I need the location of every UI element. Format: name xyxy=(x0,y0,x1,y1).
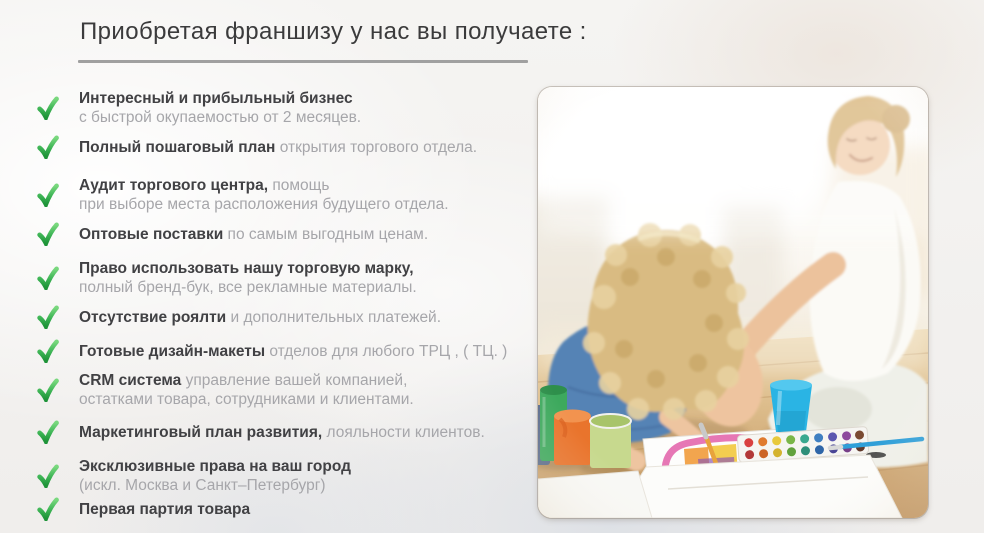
benefit-item xyxy=(37,371,527,409)
benefit-text: Эксклюзивные права на ваш город (искл. Москва и Санкт–Петербург) xyxy=(79,458,351,494)
benefit-item xyxy=(37,176,527,214)
benefit-text: Оптовые поставки по самым выгодным ценам. xyxy=(79,225,429,243)
benefit-item xyxy=(37,259,527,297)
check-icon xyxy=(37,497,59,521)
benefit-text: Первая партия товара xyxy=(79,500,251,518)
check-icon xyxy=(37,339,59,363)
check-icon xyxy=(37,464,59,488)
benefit-item xyxy=(37,420,527,444)
benefit-text: Готовые дизайн-макеты отделов для любого ТРЦ , ( ТЦ. ) xyxy=(79,342,508,360)
check-icon xyxy=(37,420,59,444)
benefit-text: CRM система управление вашей компанией, остатками товара, сотрудниками и клиентами. xyxy=(79,372,414,408)
page-title: Приобретая франшизу у нас вы получаете : xyxy=(80,18,587,45)
check-icon xyxy=(37,135,59,159)
check-icon xyxy=(37,266,59,290)
benefit-item xyxy=(37,457,527,495)
check-icon xyxy=(37,305,59,329)
check-icon xyxy=(37,222,59,246)
check-icon xyxy=(37,96,59,120)
benefit-text: Интересный и прибыльный бизнес с быстрой окупаемостью от 2 месяцев. xyxy=(79,90,362,126)
benefit-item xyxy=(37,497,527,521)
benefit-item xyxy=(37,135,527,159)
benefit-item xyxy=(37,305,527,329)
benefit-item xyxy=(37,222,527,246)
benefit-item xyxy=(37,339,527,363)
benefit-item xyxy=(37,89,527,127)
benefit-text: Отсутствие роялти и дополнительных платежей. xyxy=(79,308,442,326)
photo-children-painting xyxy=(538,87,928,518)
benefit-text: Маркетинговый план развития, лояльности клиентов. xyxy=(79,423,485,441)
benefit-text: Право использовать нашу торговую марку, полный бренд-бук, все рекламные материалы. xyxy=(79,260,417,296)
check-icon xyxy=(37,378,59,402)
benefit-text: Полный пошаговый план открытия торгового отдела. xyxy=(79,138,478,156)
check-icon xyxy=(37,183,59,207)
benefit-text: Аудит торгового центра, помощь при выборе места расположения будущего отдела. xyxy=(79,177,449,213)
